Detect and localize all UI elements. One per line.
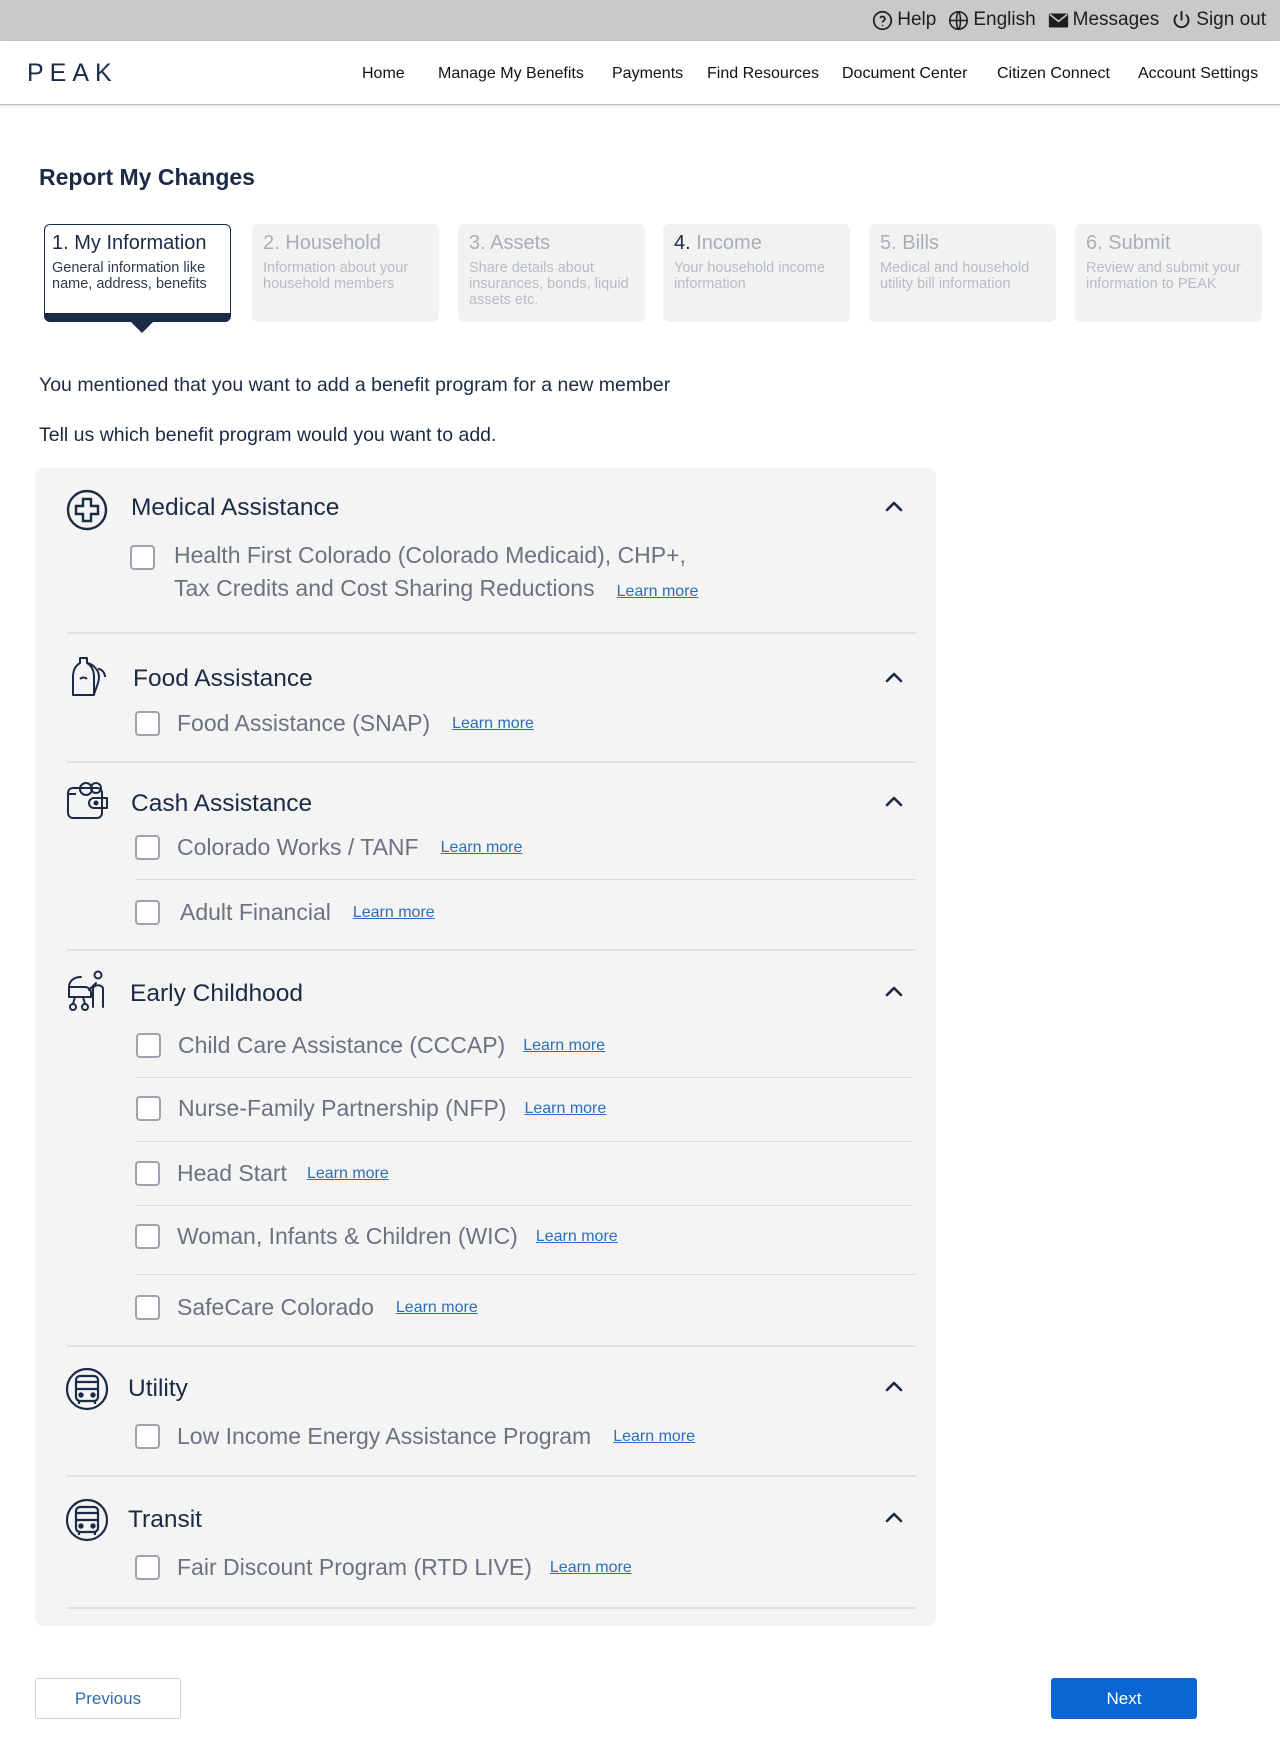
nfp-label: Nurse-Family Partnership (NFP) xyxy=(178,1095,507,1121)
language-label: English xyxy=(973,9,1036,30)
adult-financial-label: Adult Financial xyxy=(180,899,331,925)
safecare-label: SafeCare Colorado xyxy=(177,1294,374,1320)
cccap-program xyxy=(136,1032,605,1059)
messages-label: Messages xyxy=(1072,9,1160,30)
rtd-live-program xyxy=(135,1554,632,1581)
next-button[interactable]: Next xyxy=(1051,1678,1197,1719)
tanf-label: Colorado Works / TANF xyxy=(177,834,419,860)
section-divider xyxy=(67,632,916,634)
step-assets[interactable] xyxy=(458,224,645,322)
cash-assistance-title: Cash Assistance xyxy=(131,790,313,817)
medical-assistance-title: Medical Assistance xyxy=(131,494,340,521)
rtd-live-checkbox[interactable] xyxy=(135,1555,160,1580)
snap-checkbox[interactable] xyxy=(135,711,160,736)
main-navigation xyxy=(0,41,1280,105)
nav-find-resources[interactable]: Find Resources xyxy=(707,65,820,82)
learn-more-link[interactable]: Learn more xyxy=(352,903,435,921)
help-link[interactable] xyxy=(872,9,936,31)
wic-label: Woman, Infants & Children (WIC) xyxy=(177,1223,518,1249)
transit-title: Transit xyxy=(128,1506,202,1533)
medicaid-program xyxy=(174,539,698,608)
learn-more-link[interactable]: Learn more xyxy=(524,1099,607,1117)
utility-links xyxy=(872,9,1266,31)
power-icon xyxy=(1171,10,1192,31)
adult-financial-checkbox[interactable] xyxy=(135,900,160,925)
step-description: Your household income information xyxy=(674,260,826,292)
tanf-checkbox[interactable] xyxy=(135,835,160,860)
medicaid-checkbox[interactable] xyxy=(130,545,155,570)
rtd-live-label: Fair Discount Program (RTD LIVE) xyxy=(177,1554,532,1580)
intro-line-2: Tell us which benefit program would you want to add. xyxy=(39,424,497,446)
family-stroller-icon xyxy=(65,969,109,1013)
learn-more-link[interactable]: Learn more xyxy=(613,1427,696,1445)
section-divider xyxy=(67,761,916,763)
nav-home[interactable]: Home xyxy=(362,65,405,82)
adult-financial-program xyxy=(135,899,435,926)
step-description: Review and submit your information to PEAK xyxy=(1086,260,1241,292)
nav-payments[interactable]: Payments xyxy=(612,65,684,82)
item-divider xyxy=(135,1205,912,1206)
envelope-icon xyxy=(1048,10,1069,31)
snap-program xyxy=(135,710,534,737)
nfp-program xyxy=(136,1095,606,1122)
intro-line-1: You mentioned that you want to add a benefit program for a new member xyxy=(39,374,671,396)
utility-title: Utility xyxy=(128,1375,188,1402)
head-start-checkbox[interactable] xyxy=(135,1161,160,1186)
step-title: 1. My Information xyxy=(52,232,207,254)
learn-more-link[interactable]: Learn more xyxy=(616,583,699,600)
help-circle-icon xyxy=(872,10,893,31)
step-income[interactable] xyxy=(663,224,850,322)
leap-program xyxy=(135,1423,695,1450)
globe-icon xyxy=(948,10,969,31)
medical-cross-icon xyxy=(65,488,109,532)
chevron-up-icon[interactable] xyxy=(882,980,906,1004)
step-title: 5. Bills xyxy=(880,232,939,254)
tanf-program xyxy=(135,834,522,861)
step-description: General information like name, address, benefits xyxy=(52,260,207,292)
step-bills[interactable] xyxy=(869,224,1056,322)
chevron-up-icon[interactable] xyxy=(882,1506,906,1530)
step-my-information[interactable] xyxy=(44,224,231,322)
step-title: 2. Household xyxy=(263,232,381,254)
language-link[interactable] xyxy=(948,9,1035,31)
cccap-checkbox[interactable] xyxy=(136,1033,161,1058)
early-childhood-title: Early Childhood xyxy=(130,980,303,1007)
nav-manage-my-benefits[interactable]: Manage My Benefits xyxy=(438,65,584,82)
benefit-programs-panel xyxy=(35,468,936,1626)
head-start-label: Head Start xyxy=(177,1160,287,1186)
transit-bus-icon xyxy=(65,1498,109,1542)
page-title: Report My Changes xyxy=(39,164,255,190)
messages-link[interactable] xyxy=(1048,9,1160,31)
item-divider xyxy=(135,1077,912,1078)
safecare-program xyxy=(135,1294,478,1321)
sign-out-link[interactable] xyxy=(1171,9,1266,31)
previous-button[interactable]: Previous xyxy=(35,1678,181,1719)
chevron-up-icon[interactable] xyxy=(882,495,906,519)
chevron-up-icon[interactable] xyxy=(882,790,906,814)
safecare-checkbox[interactable] xyxy=(135,1295,160,1320)
cash-wallet-icon xyxy=(65,780,109,824)
step-title: 6. Submit xyxy=(1086,232,1171,254)
food-assistance-title: Food Assistance xyxy=(133,665,313,692)
utility-bar xyxy=(0,0,1280,41)
learn-more-link[interactable]: Learn more xyxy=(306,1164,389,1182)
wic-program xyxy=(135,1223,618,1250)
wic-checkbox[interactable] xyxy=(135,1224,160,1249)
section-divider xyxy=(67,949,916,951)
snap-label: Food Assistance (SNAP) xyxy=(177,710,431,736)
active-step-pointer xyxy=(131,322,153,333)
step-submit[interactable] xyxy=(1075,224,1262,322)
chevron-up-icon[interactable] xyxy=(882,666,906,690)
learn-more-link[interactable]: Learn more xyxy=(549,1558,632,1576)
cccap-label: Child Care Assistance (CCCAP) xyxy=(178,1032,506,1058)
step-description: Information about your household members xyxy=(263,260,409,292)
learn-more-link[interactable]: Learn more xyxy=(452,714,534,732)
food-bottle-icon xyxy=(65,655,109,699)
step-description: Share details about insurances, bonds, liquid assets etc. xyxy=(469,260,629,308)
item-divider xyxy=(135,1274,916,1275)
leap-checkbox[interactable] xyxy=(135,1424,160,1449)
section-divider xyxy=(67,1345,916,1347)
item-divider xyxy=(135,879,916,880)
step-title: 3. Assets xyxy=(469,232,551,254)
learn-more-link[interactable]: Learn more xyxy=(440,838,523,856)
learn-more-link[interactable]: Learn more xyxy=(523,1036,606,1054)
chevron-up-icon[interactable] xyxy=(882,1375,906,1399)
nav-account-settings[interactable]: Account Settings xyxy=(1138,65,1259,82)
item-divider xyxy=(135,1141,912,1142)
leap-label: Low Income Energy Assistance Program xyxy=(177,1423,592,1449)
medicaid-label-line-1: Health First Colorado (Colorado Medicaid), CHP+, xyxy=(174,542,686,568)
sign-out-label: Sign out xyxy=(1196,9,1266,30)
section-divider xyxy=(67,1475,916,1477)
section-divider xyxy=(67,1607,916,1609)
utility-bus-icon xyxy=(65,1367,109,1411)
peak-logo[interactable]: PEAK xyxy=(27,59,118,87)
nav-document-center[interactable]: Document Center xyxy=(842,65,968,82)
step-household[interactable] xyxy=(252,224,439,322)
medicaid-label-line-2: Tax Credits and Cost Sharing Reductions Learn more xyxy=(174,575,699,601)
nav-citizen-connect[interactable]: Citizen Connect xyxy=(997,65,1110,82)
help-label: Help xyxy=(897,9,937,30)
head-start-program xyxy=(135,1160,389,1187)
learn-more-link[interactable]: Learn more xyxy=(535,1227,618,1245)
nfp-checkbox[interactable] xyxy=(136,1096,161,1121)
learn-more-link[interactable]: Learn more xyxy=(395,1298,478,1316)
step-title: 4. Income xyxy=(674,232,762,254)
step-description: Medical and household utility bill information xyxy=(880,260,1030,292)
